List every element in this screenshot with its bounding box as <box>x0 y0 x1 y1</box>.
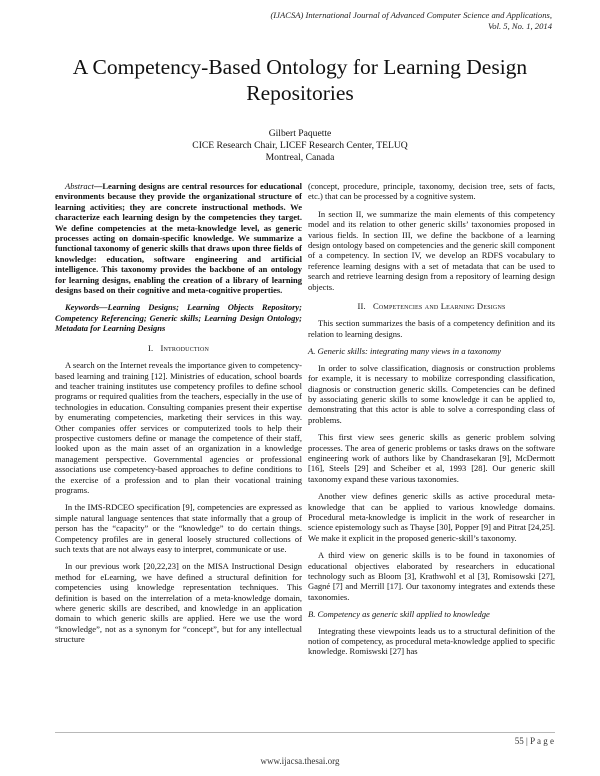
paragraph: This section summarizes the basis of a competency definition and its relation to learning designs. <box>308 318 555 339</box>
paper-title: A Competency-Based Ontology for Learning Design Repositories <box>72 55 528 105</box>
abstract-label: Abstract <box>65 181 94 191</box>
subheading-competency: B. Competency as generic skill applied to knowledge <box>308 609 490 620</box>
paragraph: A third view on generic skills is to be found in taxonomies of educational objectives elaborated by researchers in educational technology such as Bloom [3], Krathwohl et al [3], Romisowski [27], Gagné [7] and Merrill [17]. Our taxonomy integrates and extends these taxonomies. <box>308 550 555 602</box>
author-location: Montreal, Canada <box>265 152 335 163</box>
keywords-text: —Learning Designs; Learning Objects Repository; Competency Referencing; Generic skills; Learning Design Ontology; Metadata for Learning Designs <box>55 302 302 334</box>
author-name: Gilbert Paquette <box>268 128 332 139</box>
abstract <box>55 181 302 295</box>
author-block <box>80 128 520 164</box>
journal-url: www.ijacsa.thesai.org <box>260 756 340 766</box>
keywords-label: Keywords <box>65 302 99 313</box>
author-affiliation: CICE Research Chair, LICEF Research Center, TELUQ <box>192 140 408 151</box>
journal-header <box>192 10 552 32</box>
section-heading-competencies: II. Competencies and Learning Designs <box>357 301 506 312</box>
subheading-generic-skills: A. Generic skills: integrating many views in a taxonomy <box>308 346 502 357</box>
paragraph: Integrating these viewpoints leads us to a structural definition of the notion of competency, as procedural meta-knowledge applied to specific knowledge. Romiswski [27] has <box>308 625 555 657</box>
right-column <box>308 181 555 664</box>
paragraph: Another view defines generic skills as active procedural meta-knowledge that can be applied to various knowledge domains. Procedural meta-knowledge is implicit in the work of researcher in science epistemology such as Thayse [30], Popper [9] and Pitrat [24,25]. We make it explicit in the proposed generic-skill’s taxonomy. <box>308 491 555 543</box>
journal-volume: Vol. 5, No. 1, 2014 <box>488 21 552 31</box>
journal-name: (IJACSA) International Journal of Advanced Computer Science and Applications, <box>270 10 552 20</box>
left-column <box>55 181 302 652</box>
paragraph: (concept, procedure, principle, taxonomy, decision tree, sets of facts, etc.) that can be processed by a cognitive system. <box>308 181 555 202</box>
section-heading-introduction: I. Introduction <box>147 342 210 353</box>
paragraph: In our previous work [20,22,23] on the MISA Instructional Design method for eLearning, we have defined a structural definition for competencies using knowledge representation techniques. This definition is based on the interrelation of a meta-knowledge domain, where generic skills are described, and knowledge in an application domain to which generic skills are applied. Here we use the word “knowledge”, not as a synonym for “concept”, but for any intellectual structure <box>55 561 302 645</box>
paragraph: In section II, we summarize the main elements of this competency model and its relation to other generic skills’ taxonomies proposed in various fields. In section III, we define the backbone of a learning design ontology based on competencies and the generic skill component of a competency. In section IV, we develop an RDFS vocabulary to reference learning designs with a set of metadata that can be used to search and retrieve learning design from a repository of learning design objects. <box>308 208 555 292</box>
page-number: 55 | P a g e <box>514 736 554 746</box>
paragraph: This first view sees generic skills as generic problem solving processes. The area of generic problems or tasks draws on the software engineering work of authors like by Chandrasekaran [9], McDermott [16], Steels [29] and Scheiber et al, 1993 [28]. Our generic skill taxonomy expand these various taxonomies. <box>308 432 555 484</box>
footer-divider <box>55 732 555 733</box>
keywords <box>55 302 302 333</box>
paragraph: A search on the Internet reveals the importance given to competency-based learning and training [12]. Ministries of education, school boards and teacher training institutes use competency profiles to define school programs or required qualities from the teachers, especially in the use of technologies in education. Consulting companies present their expertise by enumerating competencies, marketing their services in this way. Other companies offer services or computerized tools to help their prospective customers define or manage the competence of their staff, looked upon as the main asset of an organization in a knowledge management perspective. Governmental agencies or professional associations use competency-based approaches to define conditions to the exercise of a profession and to plan their vocational training programs. <box>55 360 302 495</box>
paragraph: In order to solve classification, diagnosis or construction problems for example, it is necessary to mobilize corresponding classification, diagnosis or construction generic skills. Competencies can be defined by associating generic skills to some knowledge it can be applied to, demonstrating that this actor is able to solve a corresponding class of problems. <box>308 362 555 425</box>
abstract-text: —Learning designs are central resources for educational environments because they provide the organizational structure of learning activities; they are concrete instructional methods. We characterize each learning design by the competencies they target. We define competencies at the meta-knowledge level, as generic processes acting on domain-specific knowledge. We summarize a functional taxonomy of generic skills that draws upon three fields of knowledge: education, software engineering and artificial intelligence. This taxonomy provides the backbone of an ontology for learning designs, enabling the creation of a library of learning designs based on their cognitive and meta-cognitive properties. <box>55 181 302 296</box>
paragraph: In the IMS-RDCEO specification [9], competencies are expressed as simple natural language sentences that state informally that a group of person has the “capacity” or the “knowledge” to do certain things. Competency profiles are in general loosely structured collections of such texts that are not always easy to interpret, communicate or use. <box>55 502 302 554</box>
